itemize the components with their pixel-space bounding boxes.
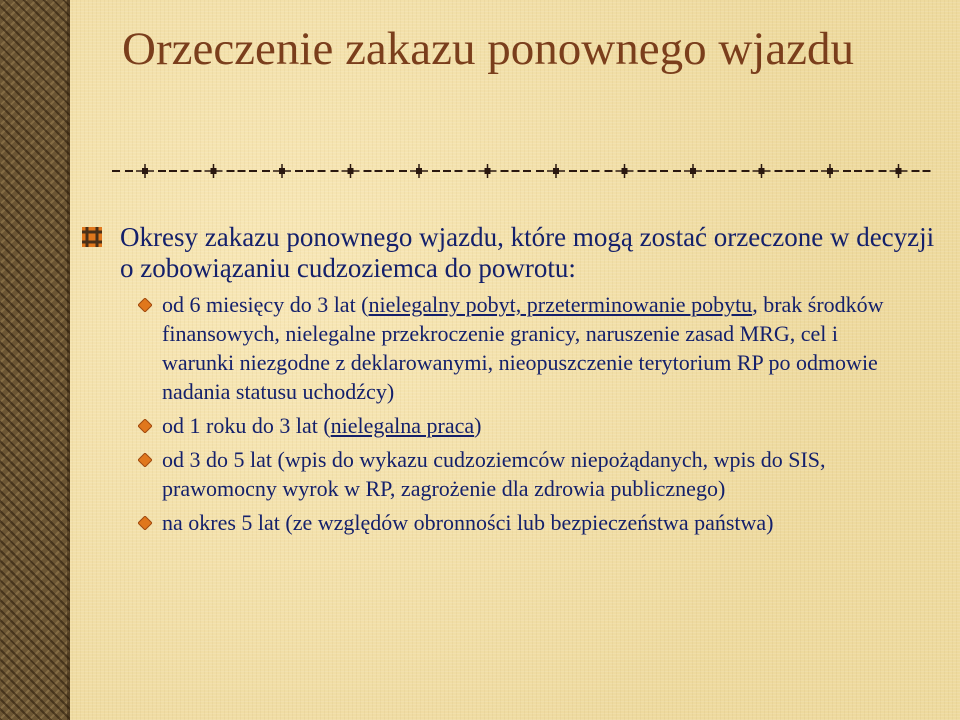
item-text: na okres 5 lat (ze względów obronności lub bezpieczeństwa państwa)	[162, 510, 774, 535]
item-text: od 6 miesięcy do 3 lat (	[162, 292, 369, 317]
diamond-bullet-icon	[138, 419, 152, 433]
sub-bullet-item	[142, 445, 902, 503]
item-text-rest: , brak środków finansowych, nielegalne przekroczenie granicy, naruszenie zasad MRG, cel i warunki niezgodne z deklarowanymi, nieopuszczenie terytorium RP po odmowie nadania statusu uchodźcy)	[162, 292, 884, 404]
sub-bullet-item	[142, 508, 902, 537]
item-text: od 1 roku do 3 lat (	[162, 413, 331, 438]
sub-bullet-list	[142, 290, 942, 537]
sub-bullet-item	[142, 290, 902, 406]
item-underlined-text: nielegalny pobyt, przeterminowanie pobytu	[368, 292, 753, 317]
decorative-divider	[112, 161, 936, 181]
item-text: od 3 do 5 lat (wpis do wykazu cudzoziemców niepożądanych, wpis do SIS, prawomocny wyrok w RP, zagrożenie dla zdrowia publicznego)	[162, 447, 826, 501]
slide-title: Orzeczenie zakazu ponownego wjazdu	[122, 23, 855, 75]
diamond-bullet-icon	[138, 516, 152, 530]
item-underlined-text: nielegalna praca	[330, 413, 475, 438]
main-bullet-text: Okresy zakazu ponownego wjazdu, które mogą zostać orzeczone w decyzji o zobowiązaniu cudzoziemca do powrotu:	[120, 222, 935, 283]
diamond-bullet-icon	[138, 453, 152, 467]
sub-bullet-item	[142, 411, 902, 440]
slide-content	[82, 222, 942, 542]
main-bullet-point	[82, 222, 942, 284]
diamond-bullet-icon	[138, 298, 152, 312]
checkered-bullet-icon	[82, 227, 102, 247]
decorative-sidebar	[0, 0, 70, 720]
item-text-rest: )	[474, 413, 482, 438]
